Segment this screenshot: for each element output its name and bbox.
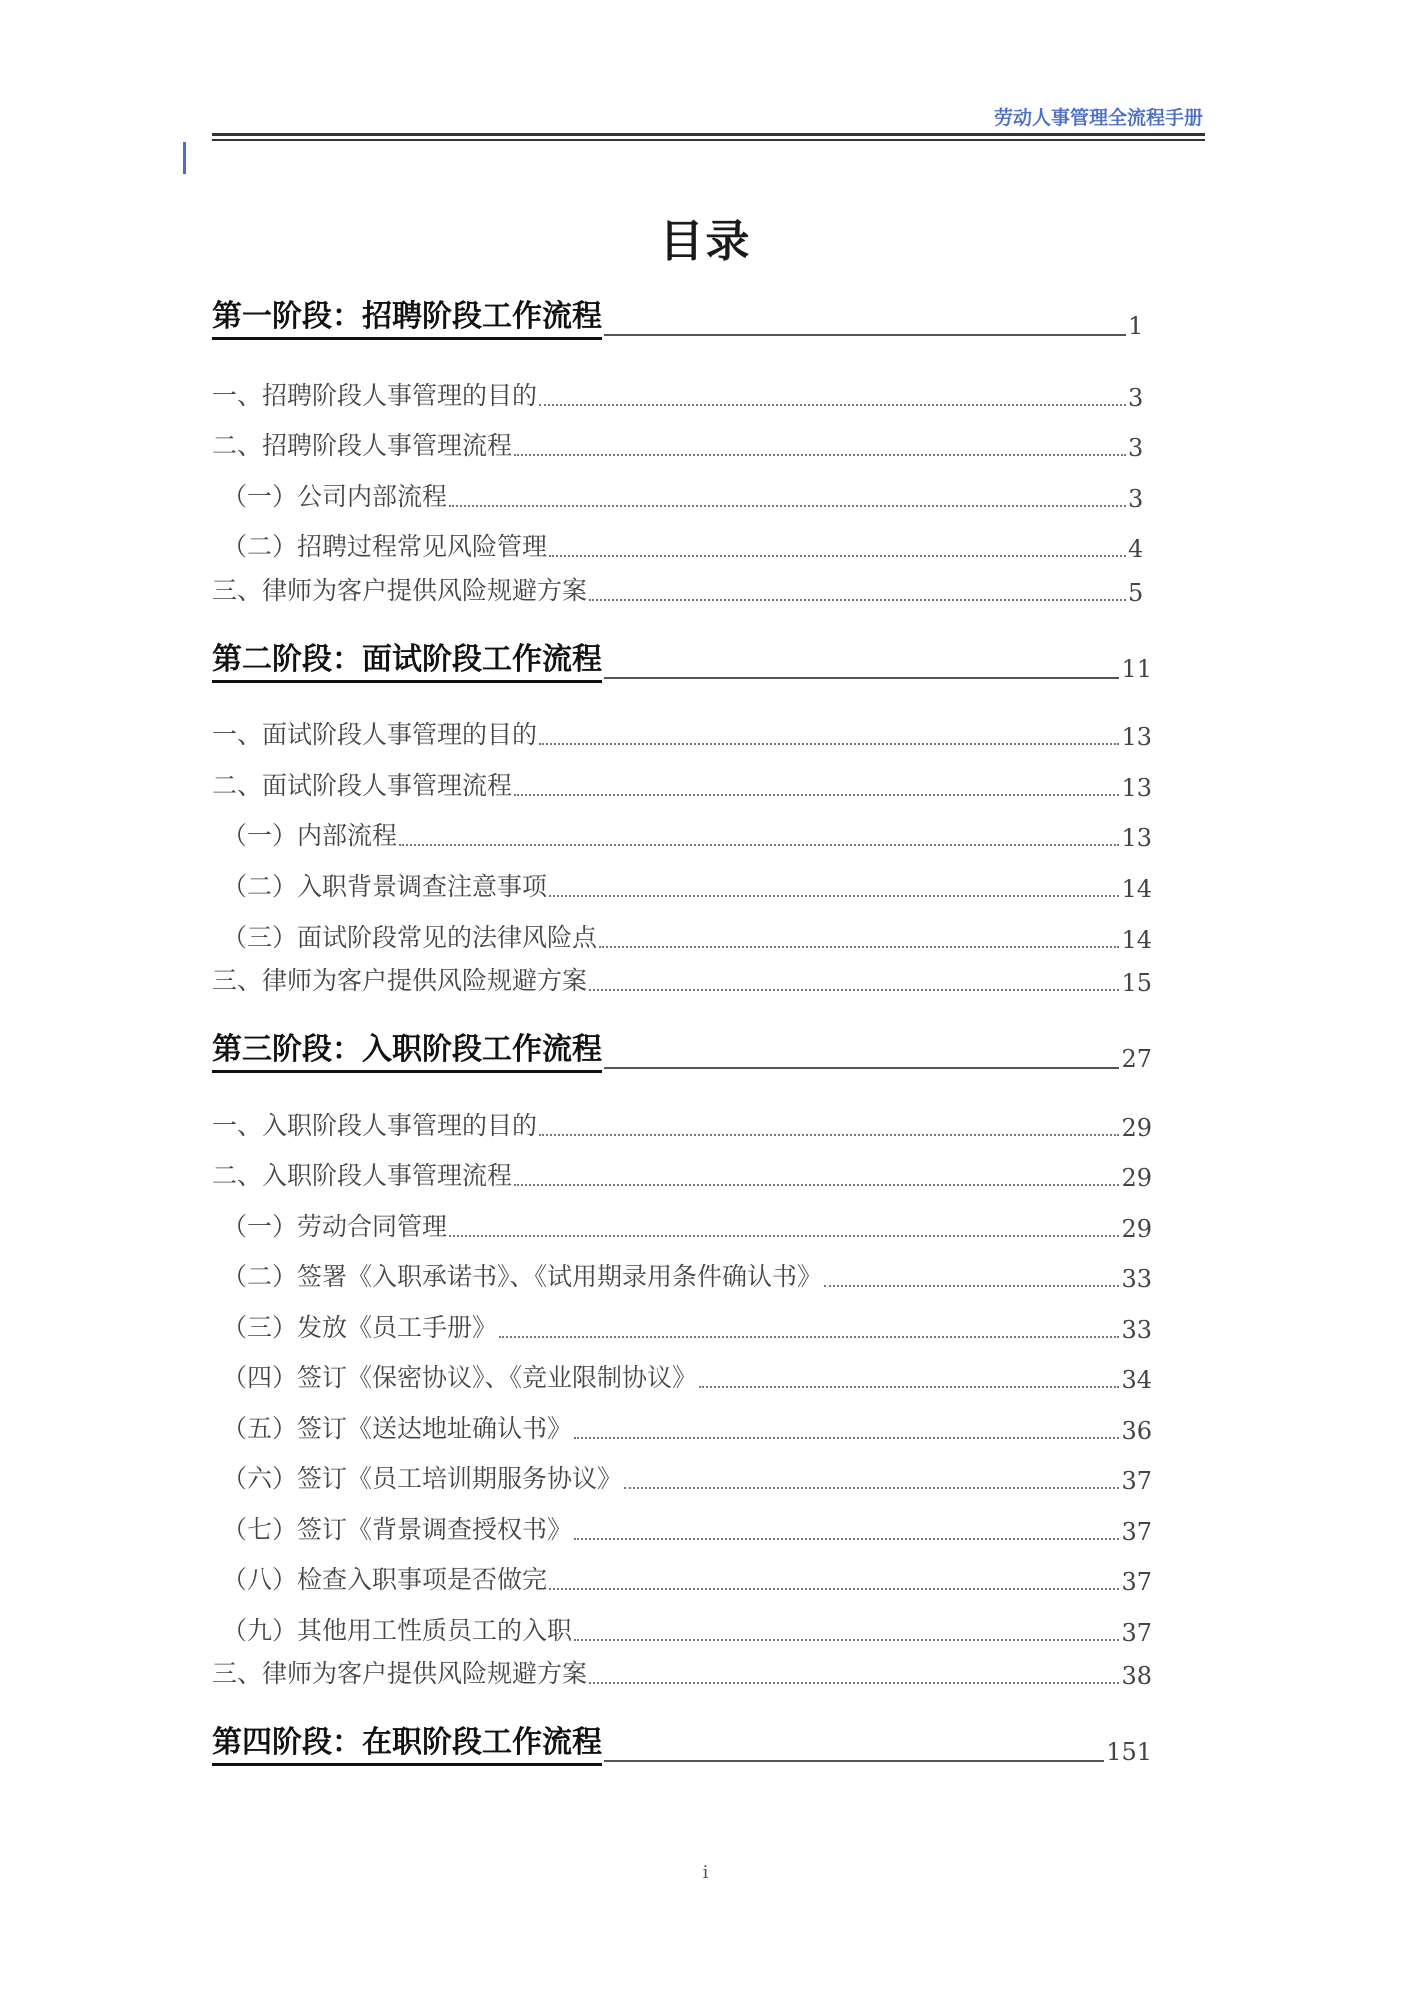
toc-entry-page: 29 <box>1121 1114 1152 1142</box>
toc-stage-entry[interactable] <box>212 300 1152 340</box>
toc-entry[interactable] <box>212 1405 1152 1445</box>
toc-entry-label: 第二阶段：面试阶段工作流程 <box>212 634 602 683</box>
toc-entry[interactable] <box>212 863 1152 903</box>
toc-entry[interactable] <box>212 1556 1152 1596</box>
toc-entry-label: 第三阶段：入职阶段工作流程 <box>212 1024 602 1073</box>
toc-entry-label: 第四阶段：在职阶段工作流程 <box>212 1717 602 1766</box>
toc-entry-page: 29 <box>1121 1215 1152 1243</box>
toc-entry[interactable] <box>212 1304 1152 1344</box>
toc-entry[interactable] <box>212 1354 1152 1394</box>
toc-leader-dots <box>549 1588 1119 1590</box>
toc-entry-label: （二）招聘过程常见风险管理 <box>222 532 548 561</box>
toc-leader-dots <box>604 677 1119 679</box>
toc-leader-dots <box>514 794 1119 796</box>
toc-entry[interactable] <box>212 523 1152 563</box>
toc-entry-page: 37 <box>1121 1568 1152 1596</box>
toc-entry-page: 14 <box>1121 875 1152 903</box>
toc-entry[interactable] <box>212 1203 1152 1243</box>
toc-entry-page: 33 <box>1121 1316 1152 1344</box>
toc-entry-page: 3 <box>1128 384 1144 412</box>
toc-entry-label: 一、入职阶段人事管理的目的 <box>212 1111 538 1140</box>
toc-leader-dots <box>499 1336 1119 1338</box>
page-number: i <box>702 1862 709 1883</box>
running-header-title: 劳动人事管理全流程手册 <box>993 107 1203 129</box>
toc-leader-dots <box>604 334 1126 336</box>
toc-entry[interactable] <box>212 422 1152 462</box>
toc-entry-label: 二、招聘阶段人事管理流程 <box>212 431 513 460</box>
toc-leader-dots <box>604 1760 1104 1762</box>
toc-entry-page: 37 <box>1121 1518 1152 1546</box>
toc-entry-page: 27 <box>1121 1045 1152 1073</box>
toc-leader-dots <box>539 743 1119 745</box>
toc-entry-page: 14 <box>1121 926 1152 954</box>
toc-entry[interactable] <box>212 1152 1152 1192</box>
toc-entry-label: （三）发放《员工手册》 <box>222 1313 498 1342</box>
toc-entry-page: 4 <box>1128 535 1144 563</box>
toc-entry-label: （一）劳动合同管理 <box>222 1212 448 1241</box>
toc-entry-page: 34 <box>1121 1366 1152 1394</box>
toc-entry-page: 151 <box>1106 1738 1152 1766</box>
toc-entry-label: （三）面试阶段常见的法律风险点 <box>222 923 598 952</box>
toc-leader-dots <box>399 844 1119 846</box>
toc-leader-dots <box>574 1639 1119 1641</box>
toc-entry-page: 11 <box>1121 655 1152 683</box>
toc-entry-label: 三、律师为客户提供风险规避方案 <box>212 576 588 605</box>
toc-entry-page: 3 <box>1128 434 1144 462</box>
toc-entry-label: （七）签订《背景调查授权书》 <box>222 1515 573 1544</box>
toc-entry[interactable] <box>212 812 1152 852</box>
toc-entry[interactable] <box>212 711 1152 751</box>
toc-entry[interactable] <box>212 473 1152 513</box>
toc-entry-label: （五）签订《送达地址确认书》 <box>222 1414 573 1443</box>
toc-entry-label: （一）公司内部流程 <box>222 482 448 511</box>
toc-leader-dots <box>549 555 1126 557</box>
header-rule-bottom <box>212 139 1205 141</box>
toc-entry-page: 13 <box>1121 824 1152 852</box>
toc-entry-label: 一、招聘阶段人事管理的目的 <box>212 381 538 410</box>
toc-entry-label: 二、入职阶段人事管理流程 <box>212 1161 513 1190</box>
toc-entry[interactable] <box>212 1455 1152 1495</box>
toc-leader-dots <box>599 946 1119 948</box>
toc-entry-page: 5 <box>1128 579 1144 607</box>
toc-entry[interactable] <box>212 957 1152 997</box>
toc-leader-dots <box>699 1386 1119 1388</box>
toc-entry-label: 二、面试阶段人事管理流程 <box>212 771 513 800</box>
toc-stage-entry[interactable] <box>212 1033 1152 1073</box>
toc-leader-dots <box>539 404 1126 406</box>
toc-entry-label: 三、律师为客户提供风险规避方案 <box>212 1659 588 1688</box>
toc-entry-label: （八）检查入职事项是否做完 <box>222 1565 548 1594</box>
toc-entry-label: （一）内部流程 <box>222 821 398 850</box>
toc-entry-page: 38 <box>1121 1662 1152 1690</box>
toc-entry[interactable] <box>212 1102 1152 1142</box>
toc-stage-entry[interactable] <box>212 643 1152 683</box>
toc-entry-page: 37 <box>1121 1467 1152 1495</box>
toc-entry-page: 15 <box>1121 969 1152 997</box>
toc-entry[interactable] <box>212 1253 1152 1293</box>
toc-leader-dots <box>824 1285 1119 1287</box>
toc-leader-dots <box>449 1235 1119 1237</box>
toc-leader-dots <box>589 989 1119 991</box>
toc-entry-label: 三、律师为客户提供风险规避方案 <box>212 966 588 995</box>
toc-entry[interactable] <box>212 1506 1152 1546</box>
toc-entry-page: 13 <box>1121 723 1152 751</box>
toc-entry-page: 29 <box>1121 1164 1152 1192</box>
toc-entry[interactable] <box>212 567 1152 607</box>
toc-entry-page: 33 <box>1121 1265 1152 1293</box>
toc-entry[interactable] <box>212 372 1152 412</box>
toc-entry-label: 一、面试阶段人事管理的目的 <box>212 720 538 749</box>
toc-leader-dots <box>514 1184 1119 1186</box>
toc-entry-label: 第一阶段：招聘阶段工作流程 <box>212 291 602 340</box>
toc-entry-page: 3 <box>1128 485 1144 513</box>
header-rule-top <box>212 133 1205 136</box>
toc-leader-dots <box>604 1067 1119 1069</box>
page-title: 目录 <box>659 216 752 267</box>
toc-leader-dots <box>449 505 1126 507</box>
toc-entry-page: 36 <box>1121 1417 1152 1445</box>
toc-leader-dots <box>574 1437 1119 1439</box>
toc-entry-label: （二）入职背景调查注意事项 <box>222 872 548 901</box>
toc-entry-label: （二）签署《入职承诺书》、《试用期录用条件确认书》 <box>222 1262 823 1291</box>
margin-marker <box>183 142 186 174</box>
toc-entry-label: （九）其他用工性质员工的入职 <box>222 1616 573 1645</box>
toc-leader-dots <box>574 1538 1119 1540</box>
toc-entry[interactable] <box>212 914 1152 954</box>
toc-leader-dots <box>589 599 1126 601</box>
toc-entry-page: 37 <box>1121 1619 1152 1647</box>
toc-entry[interactable] <box>212 1607 1152 1647</box>
toc-leader-dots <box>589 1682 1119 1684</box>
toc-leader-dots <box>514 454 1126 456</box>
toc-entry-label: （四）签订《保密协议》、《竞业限制协议》 <box>222 1363 698 1392</box>
toc-entry-page: 1 <box>1128 312 1144 340</box>
toc-entry[interactable] <box>212 762 1152 802</box>
toc-entry[interactable] <box>212 1650 1152 1690</box>
toc-leader-dots <box>539 1134 1119 1136</box>
toc-leader-dots <box>549 895 1119 897</box>
toc-entry-page: 13 <box>1121 774 1152 802</box>
toc-stage-entry[interactable] <box>212 1726 1152 1766</box>
toc-leader-dots <box>624 1487 1119 1489</box>
toc-entry-label: （六）签订《员工培训期服务协议》 <box>222 1464 623 1493</box>
